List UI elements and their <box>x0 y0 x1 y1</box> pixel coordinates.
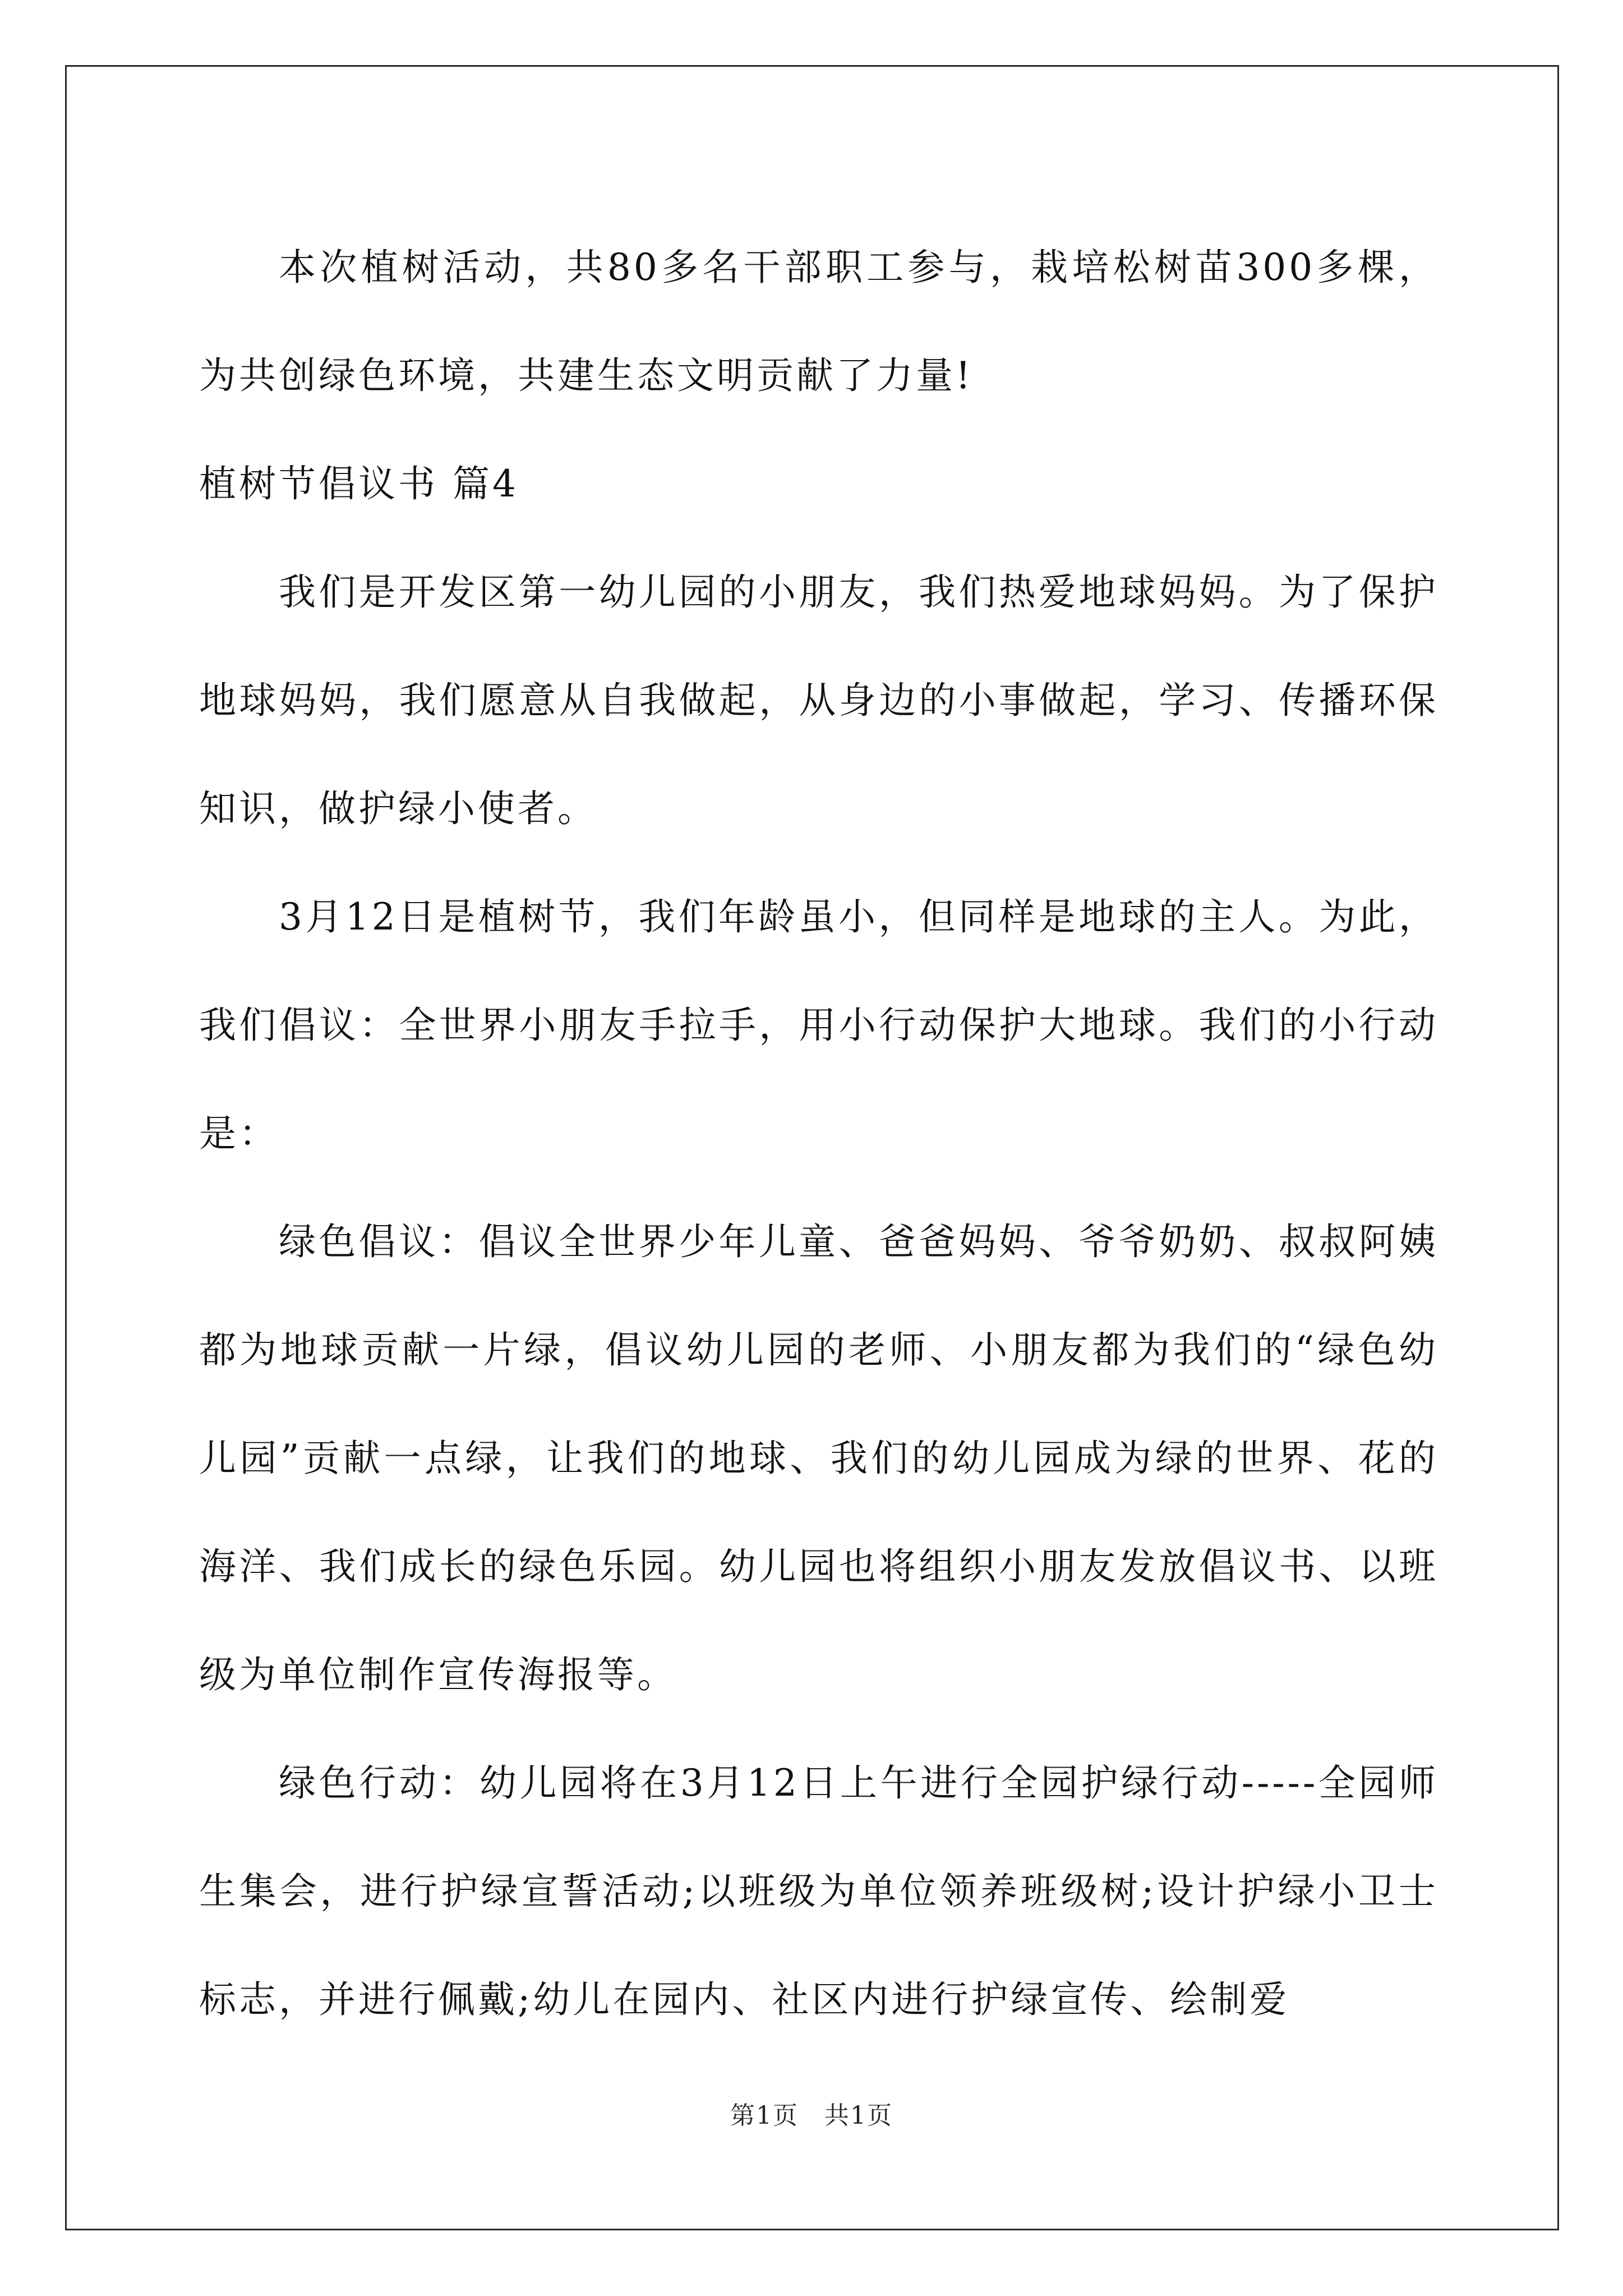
paragraph-green-action: 绿色行动：幼儿园将在3月12日上午进行全园护绿行动-----全园师生集会，进行护绿宣誓活动;以班级为单位领养班级树;设计护绿小卫士标志，并进行佩戴;幼儿在园内、社区内进行护绿宣传、绘制爱 <box>199 1761 1438 2021</box>
paragraph-intro: 我们是开发区第一幼儿园的小朋友，我们热爱地球妈妈。为了保护地球妈妈，我们愿意从自我做起，从身边的小事做起，学习、传播环保知识，做护绿小使者。 <box>199 570 1438 830</box>
paragraph-activity-summary: 本次植树活动，共80多名干部职工参与，栽培松树苗300多棵，为共创绿色环境，共建生态文明贡献了力量! <box>199 246 1438 397</box>
paragraph-green-proposal: 绿色倡议：倡议全世界少年儿童、爸爸妈妈、爷爷奶奶、叔叔阿姨都为地球贡献一片绿，倡议幼儿园的老师、小朋友都为我们的“绿色幼儿园”贡献一点绿，让我们的地球、我们的幼儿园成为绿的世界、花的海洋、我们成长的绿色乐园。幼儿园也将组织小朋友发放倡议书、以班级为单位制作宣传海报等。 <box>199 1220 1438 1696</box>
page-footer: 第1页 共1页 <box>730 2101 893 2130</box>
section-heading: 植树节倡议书 篇4 <box>199 462 519 505</box>
document-body <box>199 213 1438 2054</box>
paragraph-proposal: 3月12日是植树节，我们年龄虽小，但同样是地球的主人。为此，我们倡议：全世界小朋友手拉手，用小行动保护大地球。我们的小行动是： <box>199 895 1438 1155</box>
